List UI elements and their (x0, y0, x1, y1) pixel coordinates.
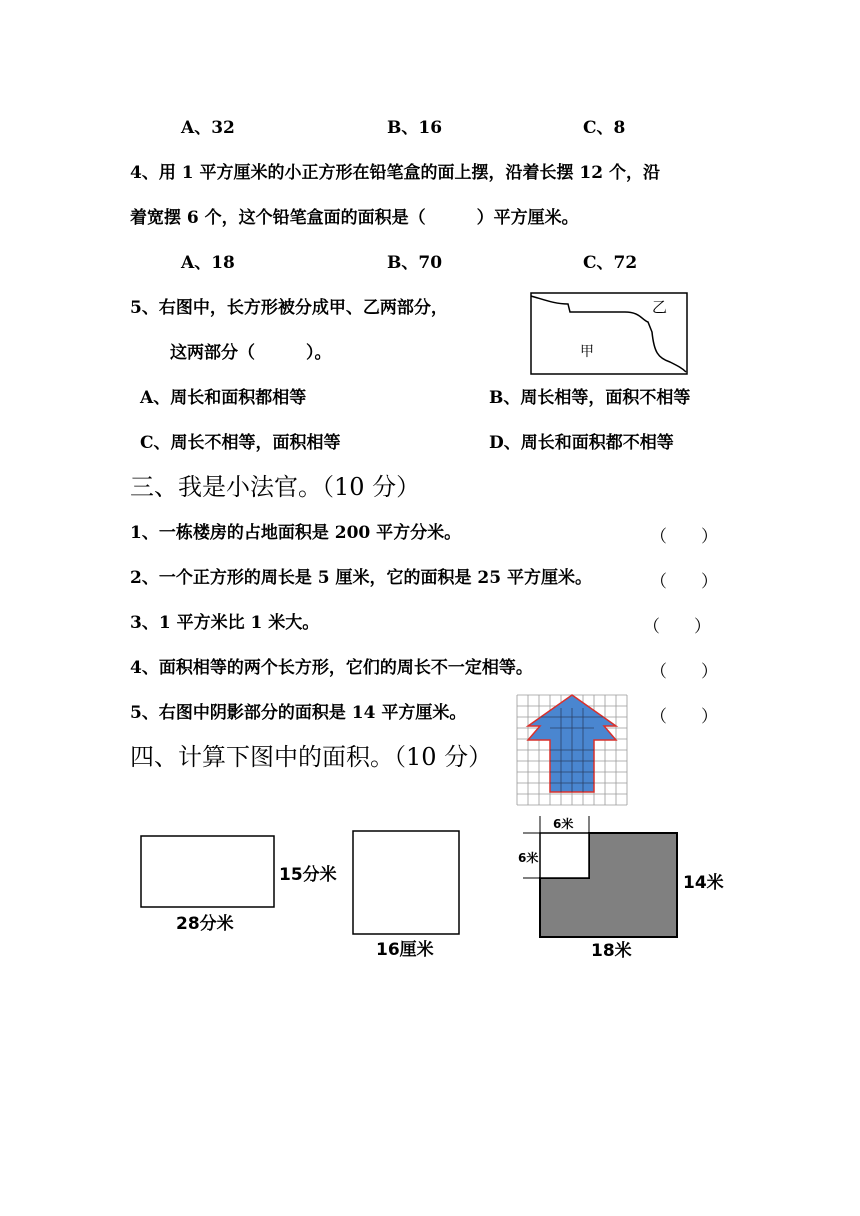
s3-item-4: 4、面积相等的两个长方形，它们的周长不一定相等。 (130, 658, 533, 678)
q3-option-b: B、16 (387, 118, 443, 138)
l-shape-width-label: 18米 (591, 941, 632, 961)
s3-item-1: 1、一栋楼房的占地面积是 200 平方分米。 (130, 523, 462, 543)
q5-option-d: D、周长和面积都不相等 (489, 433, 674, 453)
arrow-grid-figure (516, 694, 628, 806)
q4-option-c: C、72 (583, 253, 638, 273)
square-side-label: 16厘米 (376, 940, 434, 960)
q5-line1: 5、右图中，长方形被分成甲、乙两部分， (130, 298, 448, 318)
rectangle-figure (140, 835, 350, 935)
s3-item-3: 3、1 平方米比 1 米大。 (130, 613, 320, 633)
s3-answer-paren-3[interactable]: （ ） (643, 617, 711, 637)
s3-answer-paren-2[interactable]: （ ） (650, 572, 718, 592)
l-shape-height-label: 14米 (683, 873, 724, 893)
q4-option-a: A、18 (181, 253, 235, 273)
q4-option-b: B、70 (387, 253, 443, 273)
q3-option-c: C、8 (583, 118, 626, 138)
section3-heading: 三、我是小法官。（10 分） (130, 473, 421, 501)
s3-answer-paren-1[interactable]: （ ） (650, 527, 718, 547)
s3-answer-paren-5[interactable]: （ ） (650, 707, 718, 727)
q5-line2: 这两部分（ ）。 (170, 343, 332, 363)
q5-option-b: B、周长相等，面积不相等 (489, 388, 691, 408)
s3-answer-paren-4[interactable]: （ ） (650, 662, 718, 682)
l-shape-figure (515, 812, 730, 962)
rectangle-height-label: 15分米 (279, 865, 337, 885)
s3-item-2: 2、一个正方形的周长是 5 厘米，它的面积是 25 平方厘米。 (130, 568, 592, 588)
rectangle-outline (141, 836, 274, 907)
s3-item-5: 5、右图中阴影部分的面积是 14 平方厘米。 (130, 703, 467, 723)
q5-divided-rectangle-figure (530, 292, 690, 376)
q4-line2: 着宽摆 6 个，这个铅笔盒面的面积是（ ）平方厘米。 (130, 208, 579, 228)
q3-option-a: A、32 (181, 118, 235, 138)
square-outline (353, 831, 459, 934)
q5-option-c: C、周长不相等，面积相等 (140, 433, 341, 453)
q5-label-jia: 甲 (580, 344, 594, 360)
l-shape-cutout-square (540, 833, 589, 878)
q4-line1: 4、用 1 平方厘米的小正方形在铅笔盒的面上摆，沿着长摆 12 个，沿 (130, 163, 660, 183)
q5-option-a: A、周长和面积都相等 (140, 388, 307, 408)
cut-height-label: 6米 (518, 851, 539, 865)
square-figure (352, 830, 462, 965)
cut-width-label: 6米 (553, 817, 574, 831)
rectangle-width-label: 28分米 (176, 914, 234, 934)
q5-label-yi: 乙 (652, 298, 668, 316)
section4-heading: 四、计算下图中的面积。（10 分） (130, 743, 493, 771)
